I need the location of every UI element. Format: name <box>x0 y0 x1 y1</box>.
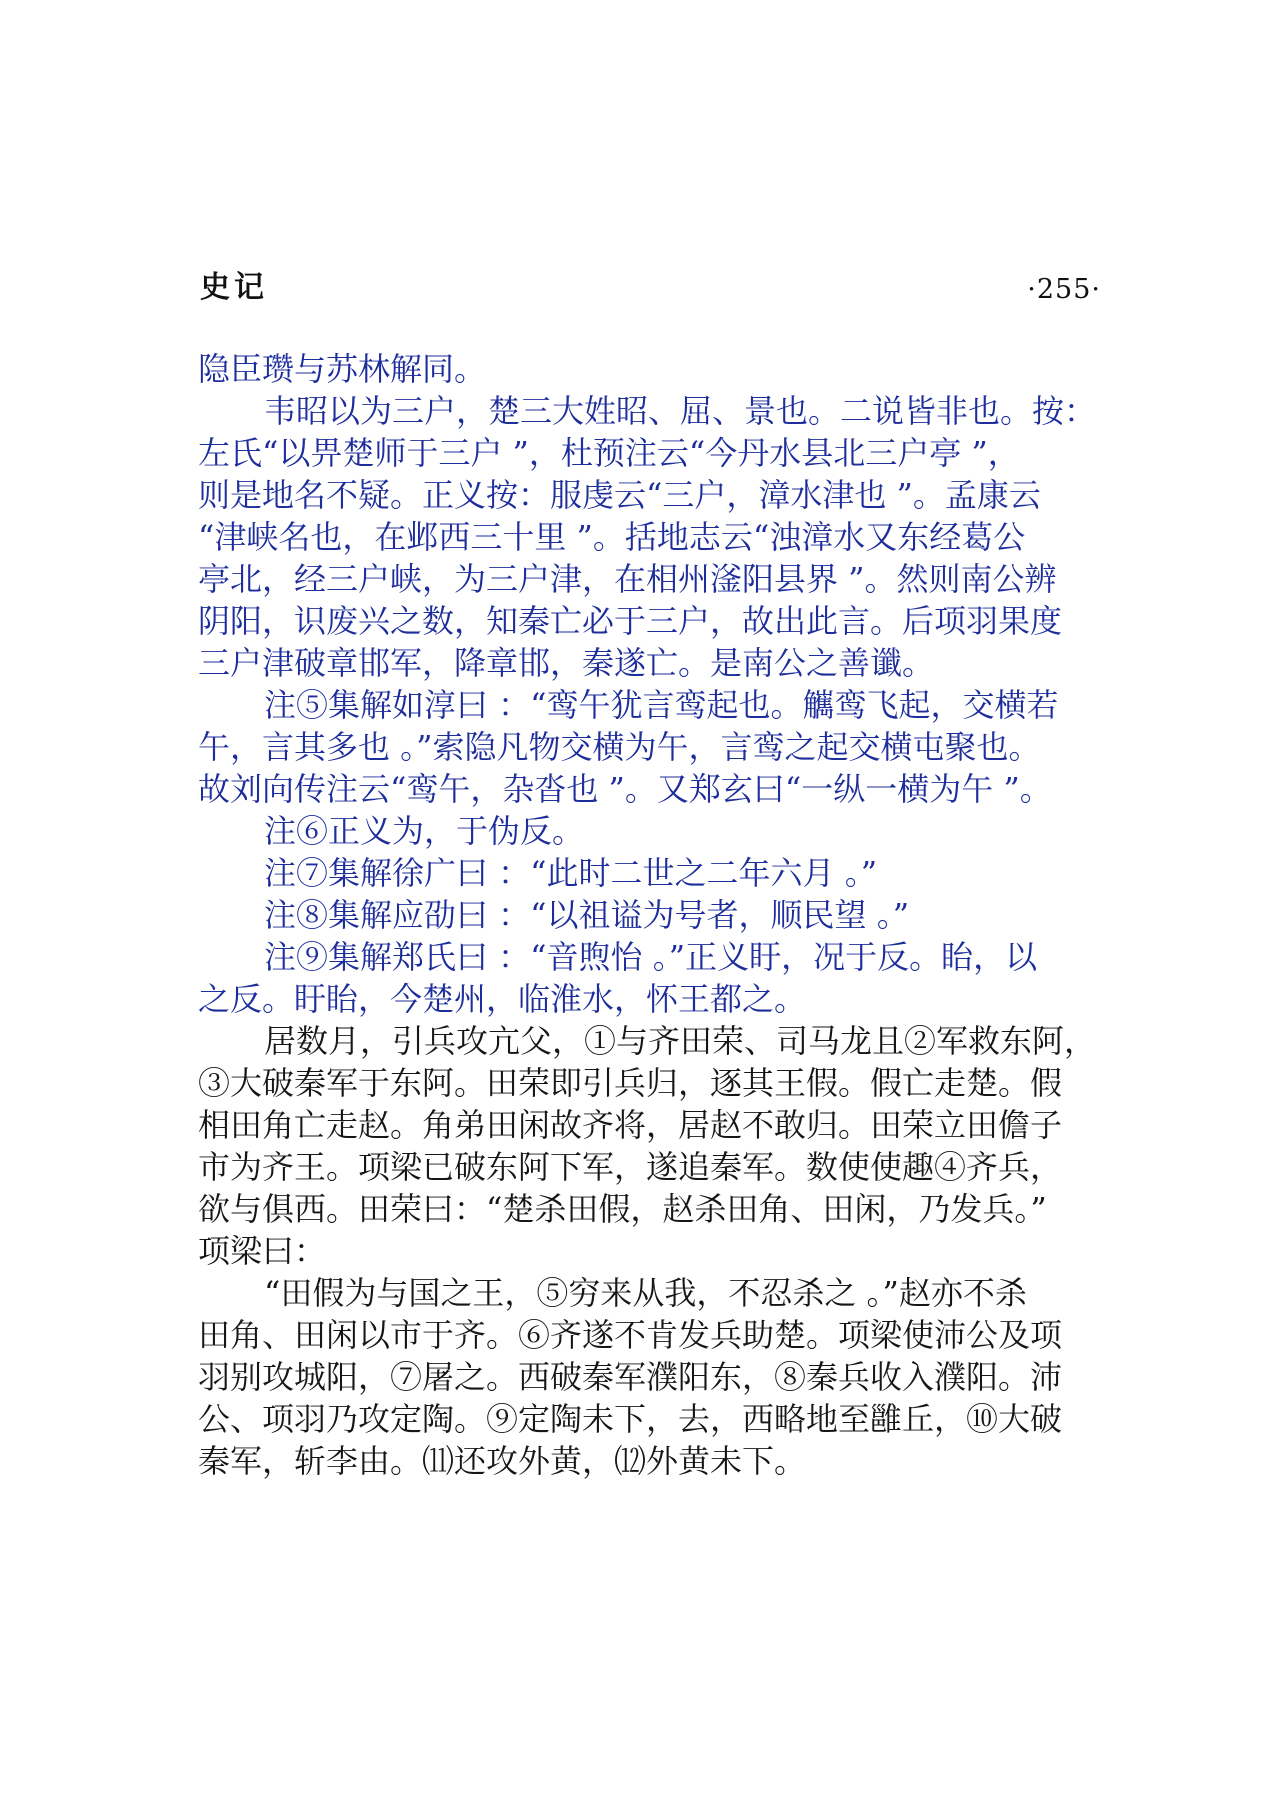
main-text-line: 项梁曰： <box>198 1232 327 1270</box>
annotation-line: 注⑦集解徐广曰 ：“此时二世之二年六月 。” <box>264 854 878 892</box>
annotation-line: 亭北，经三户峡，为三户津，在相州滏阳县界 ”。然则南公辨 <box>198 560 1057 598</box>
main-text-line: “田假为与国之王，⑤穷来从我，不忍杀之 。”赵亦不杀 <box>264 1274 1027 1312</box>
main-text-line: ③大破秦军于东阿。田荣即引兵归，逐其王假。假亡走楚。假 <box>198 1064 1063 1102</box>
main-text-line: 相田角亡走赵。角弟田闲故齐将，居赵不敢归。田荣立田儋子 <box>198 1106 1063 1144</box>
annotation-line: 之反。盱眙，今楚州，临淮水，怀王都之。 <box>198 980 807 1018</box>
page-number: ·255· <box>1027 274 1101 305</box>
annotation-line: 注⑨集解郑氏曰 ：“音煦怡 。”正义盱，况于反。眙，以 <box>264 938 1038 976</box>
main-text-line: 公、项羽乃攻定陶。⑨定陶未下，去，西略地至雝丘，⑩大破 <box>198 1400 1063 1438</box>
annotation-line: 则是地名不疑。正义按：服虔云“三户，漳水津也 ”。孟康云 <box>198 476 1041 514</box>
main-text-line: 市为齐王。项梁已破东阿下军，遂追秦军。数使使趣④齐兵， <box>198 1148 1063 1186</box>
book-title: 史记 <box>200 270 268 305</box>
annotation-line: 午，言其多也 。”索隐凡物交横为午，言鸾之起交横屯聚也。 <box>198 728 1041 766</box>
main-text-line: 秦军，斩李由。⑾还攻外黄，⑿外黄未下。 <box>198 1442 807 1480</box>
main-text-line: 羽别攻城阳，⑦屠之。西破秦军濮阳东，⑧秦兵收入濮阳。沛 <box>198 1358 1063 1396</box>
text-body <box>198 348 1098 1482</box>
annotation-line: 阴阳，识废兴之数，知秦亡必于三户，故出此言。后项羽果度 <box>198 602 1063 640</box>
annotation-line: 韦昭以为三户，楚三大姓昭、屈、景也。二说皆非也。按： <box>264 392 1097 430</box>
annotation-line: 注⑥正义为，于伪反。 <box>264 812 585 850</box>
annotation-line: 三户津破章邯军，降章邯，秦遂亡。是南公之善谶。 <box>198 644 935 682</box>
main-text-line: 田角、田闲以市于齐。⑥齐遂不肯发兵助楚。项梁使沛公及项 <box>198 1316 1063 1354</box>
annotation-line: 左氏“以畀楚师于三户 ”，杜预注云“今丹水县北三户亭 ”， <box>198 434 1020 472</box>
annotation-line: “津峡名也，在邺西三十里 ”。括地志云“浊漳水又东经葛公 <box>198 518 1026 556</box>
annotation-line: 注⑤集解如淳曰 ：“鸾午犹言鸾起也。觽鸾飞起，交横若 <box>264 686 1059 724</box>
main-text-line: 居数月，引兵攻亢父，①与齐田荣、司马龙且②军救东阿， <box>264 1022 1097 1060</box>
main-text-line: 欲与俱西。田荣曰：“楚杀田假，赵杀田角、田闲，乃发兵。” <box>198 1190 1047 1228</box>
annotation-line: 注⑧集解应劭曰 ：“以祖谥为号者，顺民望 。” <box>264 896 910 934</box>
annotation-line: 故刘向传注云“鸾午，杂沓也 ”。又郑玄曰“一纵一横为午 ”。 <box>198 770 1052 808</box>
annotation-line: 隐臣瓒与苏林解同。 <box>198 350 487 388</box>
